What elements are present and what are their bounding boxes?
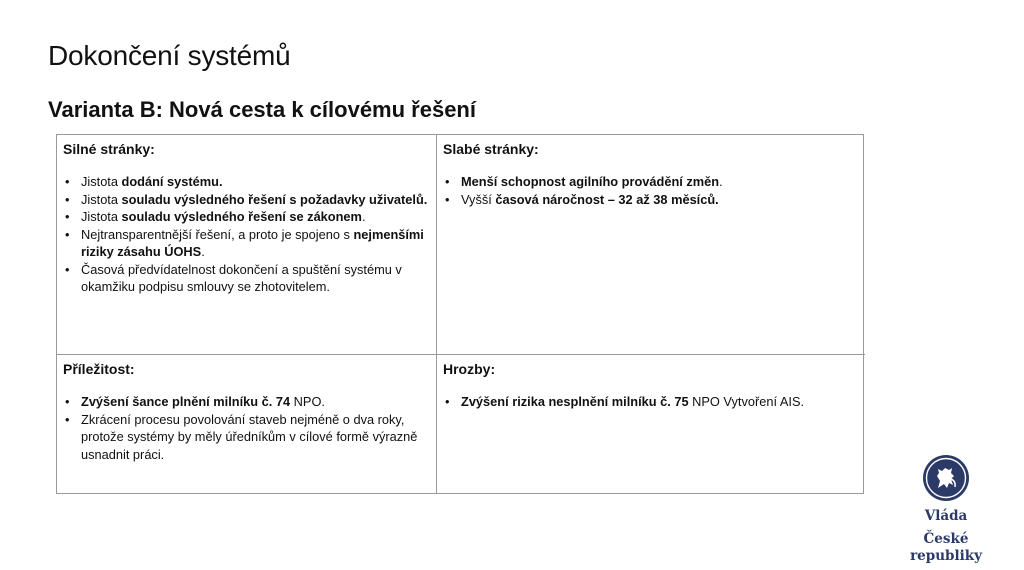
strengths-heading: Silné stránky: (63, 141, 155, 157)
list-item (63, 173, 430, 191)
swot-table (56, 134, 864, 494)
text: Jistota (81, 174, 122, 189)
text: . (719, 174, 723, 189)
text: Nejtransparentnější řešení, a proto je spojeno s (81, 226, 354, 242)
list-item (63, 191, 430, 209)
slide-subtitle: Varianta B: Nová cesta k cílovému řešení (48, 97, 476, 122)
bold-text: dodání systému. (121, 174, 223, 189)
bold-text: Zvýšení rizika nesplnění milníku č. 75 (461, 394, 689, 409)
text: Zkrácení procesu povolování staveb nejméně o dva roky, protože systémy by měly úředníkům v cílové formě výrazně usnadnit práci. (81, 411, 418, 462)
text: . (201, 244, 205, 259)
threats-cell (437, 355, 865, 493)
bold-text: souladu výsledného řešení s požadavky uživatelů. (121, 191, 428, 207)
list-item (443, 393, 859, 411)
list-item (63, 226, 430, 261)
list-item (63, 393, 430, 411)
opportunities-list (63, 393, 430, 463)
list-item (63, 261, 430, 296)
text: Jistota (81, 209, 122, 224)
text: Časová předvídatelnost dokončení a spuštění systému v okamžiku podpisu smlouvy se zhotovitelem. (81, 261, 402, 294)
text: Jistota (81, 191, 122, 207)
logo-text-line2: České republiky (910, 531, 982, 564)
text: Vyšší (461, 191, 496, 207)
government-logo (896, 454, 996, 565)
threats-list (443, 393, 859, 411)
bold-text: časová náročnost – 32 až 38 měsíců. (495, 191, 719, 207)
strengths-list (63, 173, 430, 296)
strengths-cell (57, 135, 437, 355)
list-item (63, 411, 430, 464)
text: . (361, 209, 366, 224)
weaknesses-cell (437, 135, 865, 355)
bold-text: Menší schopnost agilního provádění změn (461, 174, 720, 189)
opportunities-heading: Příležitost: (63, 361, 135, 377)
logo-text-line1: Vláda (924, 508, 968, 524)
slide-title: Dokončení systémů (48, 40, 291, 71)
weaknesses-list (443, 173, 859, 208)
weaknesses-heading: Slabé stránky: (443, 141, 539, 157)
threats-heading: Hrozby: (443, 361, 496, 377)
opportunities-cell (57, 355, 437, 493)
lion-emblem-icon (922, 454, 970, 502)
bold-text: souladu výsledného řešení se zákonem (121, 209, 362, 224)
list-item (63, 208, 430, 226)
list-item (443, 173, 859, 191)
bold-text: nejmenšími riziky zásahu ÚOHS (81, 226, 424, 259)
text: NPO Vytvoření AIS. (688, 394, 805, 409)
text: NPO. (290, 394, 325, 409)
list-item (443, 191, 859, 209)
bold-text: Zvýšení šance plnění milníku č. 74 (81, 394, 291, 409)
